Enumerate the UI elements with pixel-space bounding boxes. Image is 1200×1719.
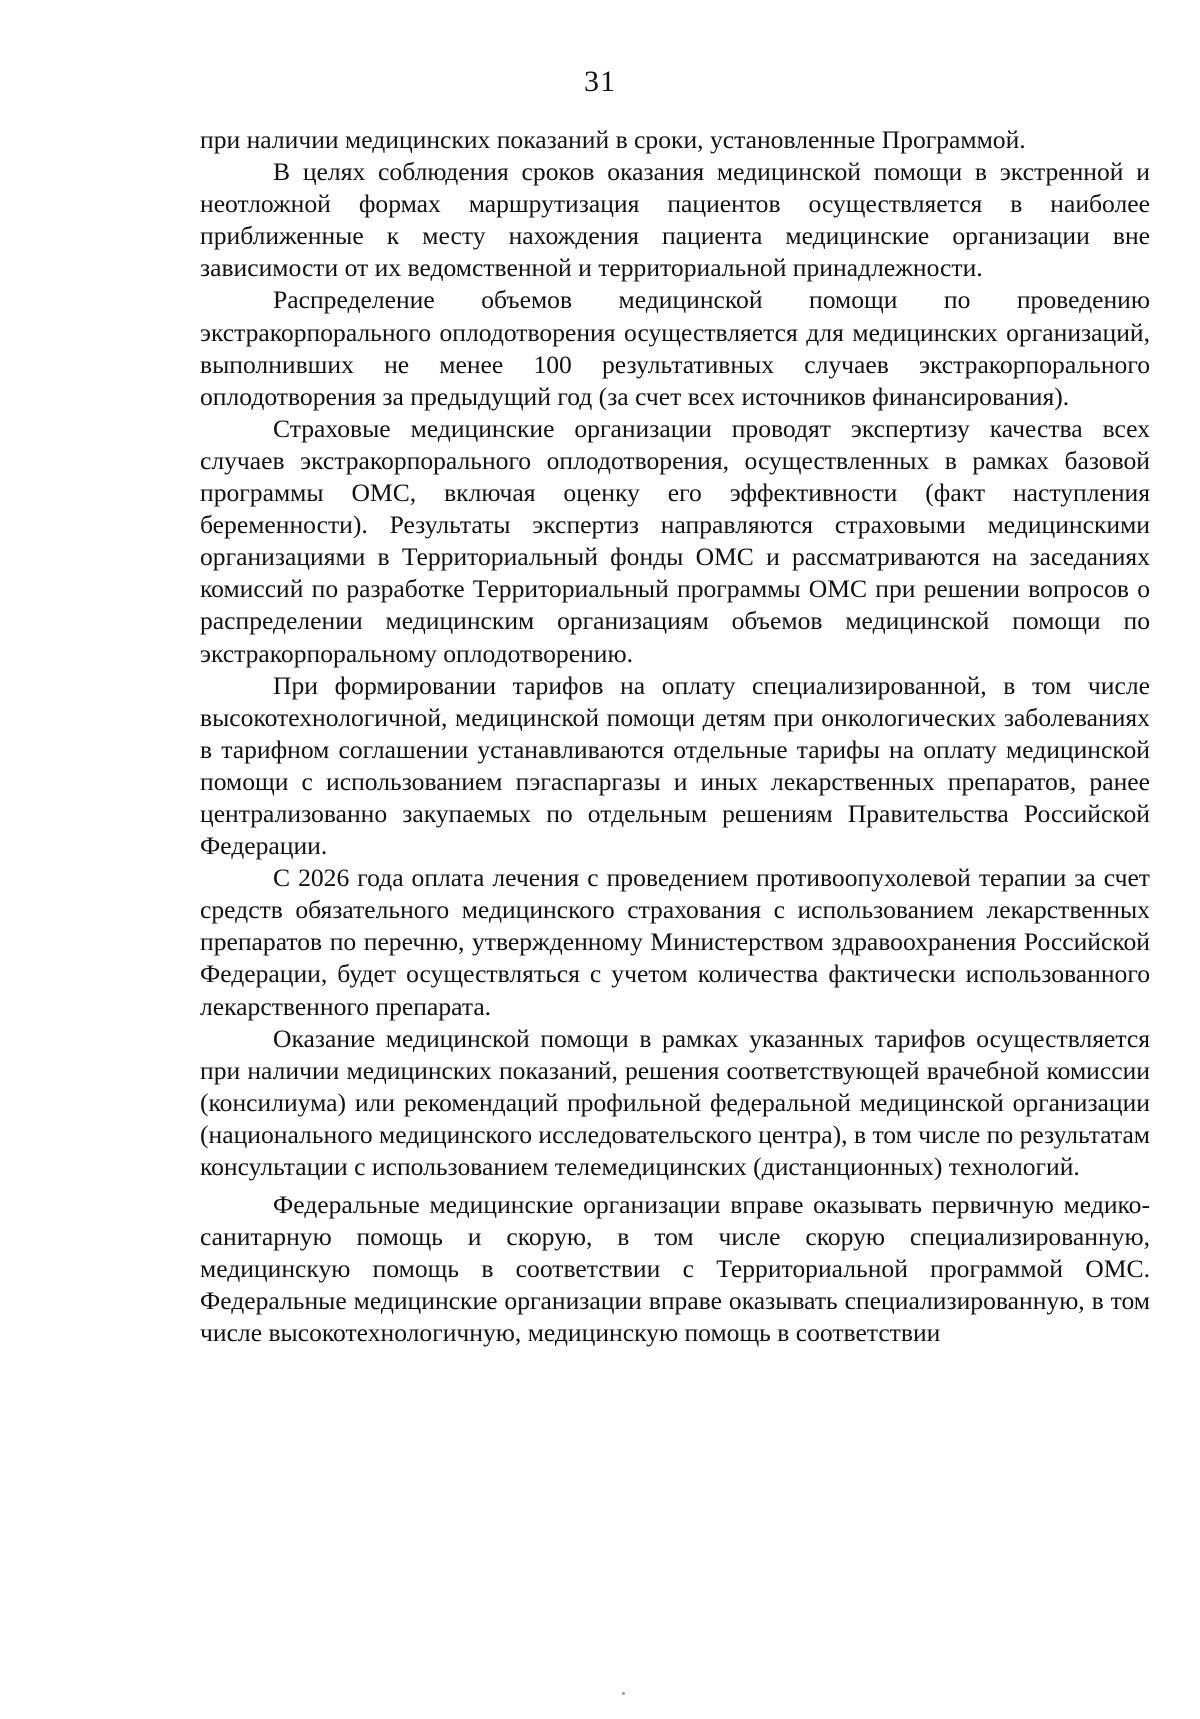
paragraph-emergency-routing: В целях соблюдения сроков оказания медицинской помощи в экстренной и неотложной формах маршрутизация пациентов осуществляется в наиболее приближенные к месту нахождения пациента медицинские организации вне зависимости от их ведомственной и территориальной принадлежности. bbox=[200, 157, 1150, 283]
paragraph-pediatric-oncology-tariffs: При формировании тарифов на оплату специализированной, в том числе высокотехнологичной, медицинской помощи детям при онкологических заболеваниях в тарифном соглашении устанавливаются отдельные тарифы на оплату медицинской помощи с использованием пэгаспаргазы и иных лекарственных препаратов, ранее централизованно закупаемых по отдельным решениям Правительства Российской Федерации. bbox=[200, 670, 1150, 861]
paragraph-ivf-quality-expertise: Страховые медицинские организации проводят экспертизу качества всех случаев экстракорпорального оплодотворения, осуществленных в рамках базовой программы ОМС, включая оценку его эффективности (факт наступления беременности). Результаты экспертиз направляются страховыми медицинскими организациями в Территориальный фонды ОМС и рассматриваются на заседаниях комиссий по разработке Территориальный программы ОМС при решении вопросов о распределении медицинским организациям объемов медицинской помощи по экстракорпоральному оплодотворению. bbox=[200, 413, 1150, 668]
paragraph-tariff-medical-indications: Оказание медицинской помощи в рамках указанных тарифов осуществляется при наличии медицинских показаний, решения соответствующей врачебной комиссии (консилиума) или рекомендаций профильной федеральной медицинской организации (национального медицинского исследовательского центра), в том числе по результатам консультации с использованием телемедицинских (дистанционных) технологий. bbox=[200, 1023, 1150, 1181]
paragraph-federal-organizations: Федеральные медицинские организации вправе оказывать первичную медико-санитарную помощь и скорую, в том числе скорую специализированную, медицинскую помощь в соответствии с Территориальной программой ОМС. Федеральные медицинские организации вправе оказывать специализированную, в том числе высокотехнологичную, медицинскую помощь в соответствии bbox=[200, 1190, 1150, 1348]
paragraph-ivf-volume-distribution: Распределение объемов медицинской помощи по проведению экстракорпорального оплодотворения осуществляется для медицинских организаций, выполнивших не менее 100 результативных случаев экстракорпорального оплодотворения за предыдущий год (за счет всех источников финансирования). bbox=[200, 285, 1150, 411]
paragraph-antitumor-therapy-2026: С 2026 года оплата лечения с проведением противоопухолевой терапии за счет средств обязательного медицинского страхования с использованием лекарственных препаратов по перечню, утвержденному Министерством здравоохранения Российской Федерации, будет осуществляться с учетом количества фактически использованного лекарственного препарата. bbox=[200, 863, 1150, 1021]
paragraph-continuation: при наличии медицинских показаний в сроки, установленные Программой. bbox=[200, 125, 1026, 154]
scan-speck bbox=[622, 1692, 625, 1695]
page-number: 31 bbox=[584, 65, 616, 98]
document-body bbox=[200, 124, 1150, 1350]
